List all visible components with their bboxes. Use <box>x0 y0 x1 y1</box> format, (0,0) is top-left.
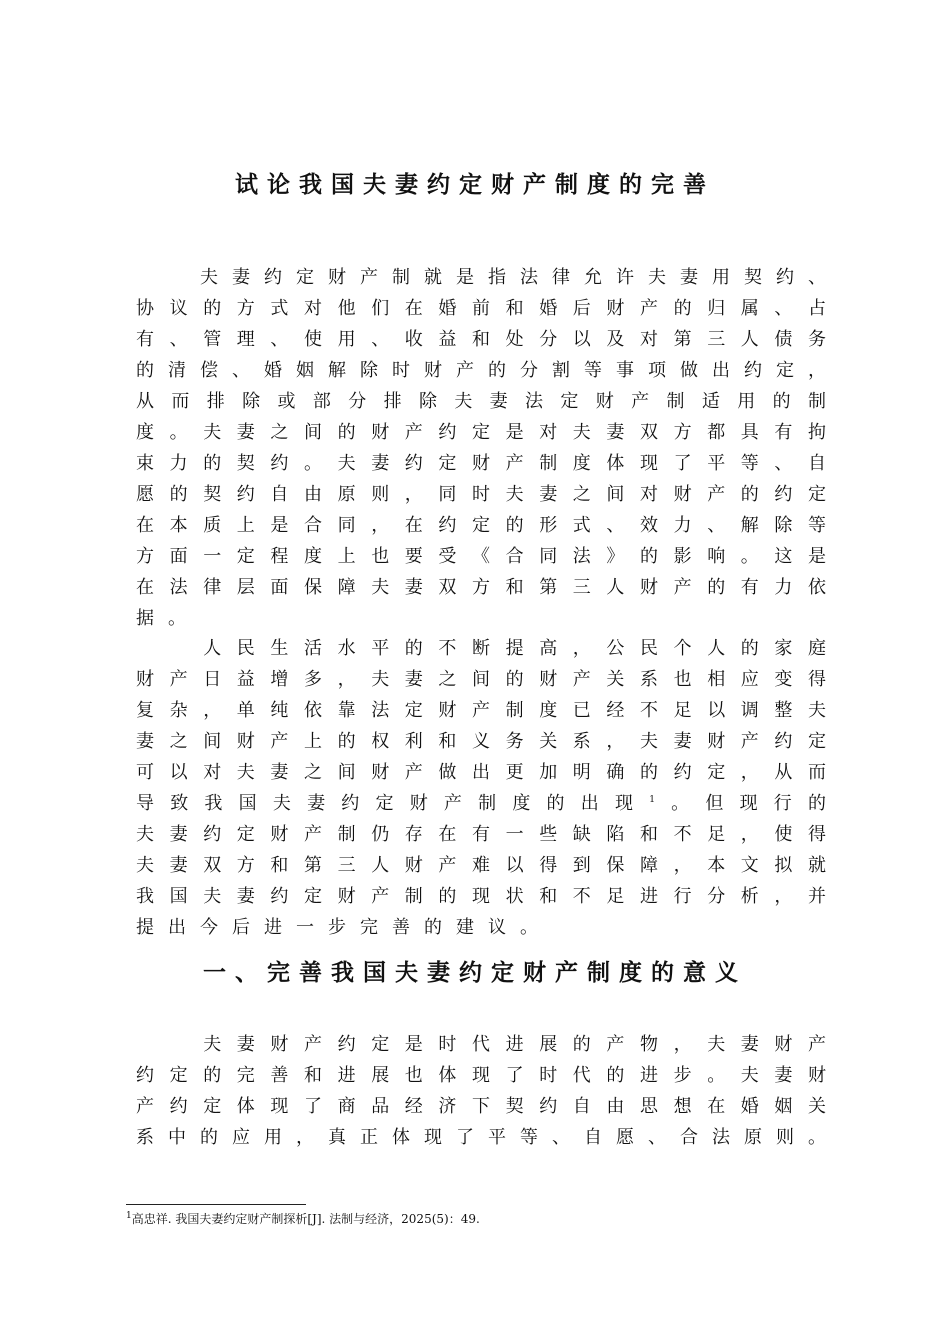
text-line: 财产日益增多，夫妻之间的财产关系也相应变得 <box>136 669 826 690</box>
text-line: 人民生活水平的不断提高，公民个人的家庭 <box>136 638 826 659</box>
paper-title: 试论我国夫妻约定财产制度的完善 <box>235 172 715 198</box>
text-line: 约定的完善和进展也体现了时代的进步。夫妻财 <box>136 1065 826 1086</box>
footnote-text: 高忠祥. 我国夫妻约定财产制探析[J]. 法制与经济，2025(5)：49. <box>131 1212 480 1226</box>
text-line: 复杂，单纯依靠法定财产制度已经不足以调整夫 <box>136 700 826 721</box>
text-line: 协议的方式对他们在婚前和婚后财产的归属、占 <box>136 298 826 319</box>
text-line: 愿的契约自由原则，同时夫妻之间对财产的约定 <box>136 484 826 505</box>
footnote-reference[interactable]: 1 <box>649 795 655 805</box>
text-line: 夫妻约定财产制仍存在有一些缺陷和不足，使得 <box>136 824 826 845</box>
text-line: 从而排除或部分排除夫妻法定财产制适用的制 <box>136 391 826 412</box>
text-line: 产约定体现了商品经济下契约自由思想在婚姻关 <box>136 1096 826 1117</box>
text-line: 在本质上是合同，在约定的形式、效力、解除等 <box>136 515 826 536</box>
text-line: 在法律层面保障夫妻双方和第三人财产的有力依 <box>136 577 826 598</box>
text-line: 夫妻财产约定是时代进展的产物，夫妻财产 <box>136 1034 826 1055</box>
footnote-separator <box>126 1204 306 1205</box>
text-line: 妻之间财产上的权利和义务关系，夫妻财产约定 <box>136 731 826 752</box>
text-line: 有、管理、使用、收益和处分以及对第三人债务 <box>136 329 826 350</box>
text-line: 方面一定程度上也要受《合同法》的影响。这是 <box>136 546 826 567</box>
section-heading: 一、完善我国夫妻约定财产制度的意义 <box>203 960 747 986</box>
text-fragment: 导致我国夫妻约定财产制度的出现 <box>136 793 650 814</box>
text-line: 提出今后进一步完善的建议。 <box>136 917 552 938</box>
text-line: 据。 <box>136 608 200 629</box>
footnote <box>126 1210 480 1228</box>
text-line: 可以对夫妻之间财产做出更加明确的约定，从而 <box>136 762 826 783</box>
text-line: 系中的应用，真正体现了平等、自愿、合法原则。 <box>136 1127 826 1148</box>
text-line: 夫妻约定财产制就是指法律允许夫妻用契约、 <box>136 267 826 288</box>
text-line: 度。夫妻之间的财产约定是对夫妻双方都具有拘 <box>136 422 826 443</box>
section-paragraph-1 <box>136 1029 826 1153</box>
footnote-mark: 1 <box>126 1211 132 1221</box>
text-fragment: 。但现行的 <box>654 793 827 814</box>
text-line: 束力的契约。夫妻约定财产制度体现了平等、自 <box>136 453 826 474</box>
text-line-with-footnote <box>136 788 826 819</box>
text-line: 夫妻双方和第三人财产难以得到保障，本文拟就 <box>136 855 826 876</box>
intro-paragraph-1 <box>136 262 826 634</box>
text-line: 的清偿、婚姻解除时财产的分割等事项做出约定， <box>136 360 826 381</box>
intro-paragraph-2 <box>136 633 826 943</box>
text-line: 我国夫妻约定财产制的现状和不足进行分析，并 <box>136 886 826 907</box>
